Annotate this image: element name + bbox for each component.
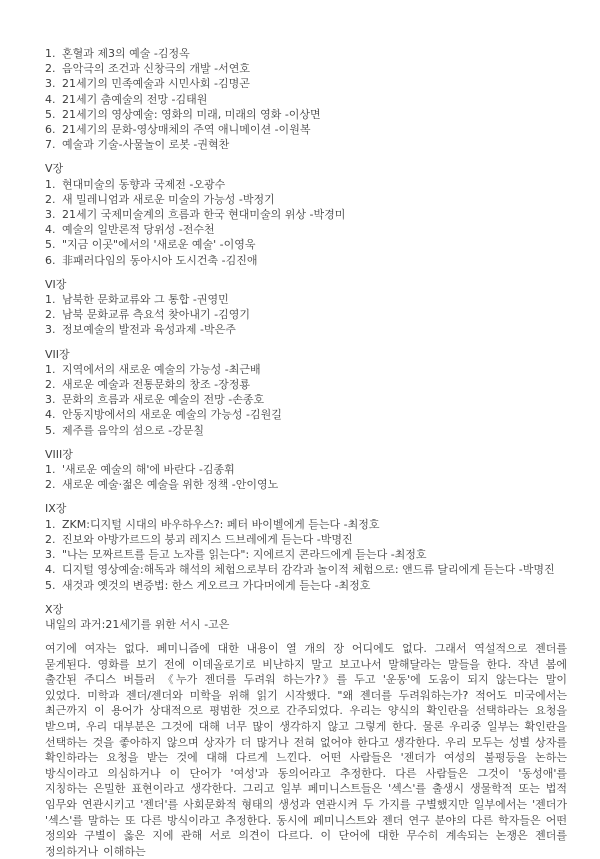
list-item <box>45 307 567 322</box>
list-item <box>45 377 567 392</box>
list-item-text: ZKM:디지털 시대의 바우하우스?: 페터 바이벨에게 듣는다 -최정호 <box>62 517 380 531</box>
body-paragraph: 여기에 여자는 없다. 페미니즘에 대한 내용이 열 개의 장 어디에도 없다. 그래서 역설적으로 젠더를 묻게된다. 영화를 보기 전에 이데올로기로 비난하지 말고 보고나서 말해달라는 말들을 한다. 작년 봄에 출간된 주디스 버틀러 《누가 젠더를 두려워 하는가?》를 두고 '운동'에 도움이 되지 않는다는 말이 있었다. 미학과 젠더/젠더와 미학을 위해 읽기 시작했다. "왜 젠더를 두려워하는가? 적어도 미국에서는 최근까지 이 용어가 상대적으로 평범한 것으로 간주되었다. 우리는 양식의 확인란을 선택하라는 요청을 받으며, 우리 대부분은 그것에 대해 너무 많이 생각하지 않고 그렇게 한다. 물론 우리중 일부는 확인란을 선택하는 것을 좋아하지 않으며 상자가 더 많거나 전혀 없어야 한다고 생각한다. 우리 모두는 성별 상자를 확인하라는 요청을 받는 것에 대해 다르게 느낀다. 어떤 사람들은 '젠더가 여성의 불평등을 논하는 방식이라고 의심하거나 이 단어가 '여성'과 동의어라고 추정한다. 다른 사람들은 그것이 '동성애'를 지칭하는 은밀한 표현이라고 생각한다. 그리고 일부 페미니스트들은 '섹스'를 출생시 생물학적 또는 법적 임무와 연관시키고 '젠더'를 사회문화적 형태의 생성과 연관시켜 두 가지를 구별했지만 일부에서는 '젠더가 '섹스'를 말하는 또 다른 방식이라고 추정한다. 동시에 페미니스트와 젠더 연구 분야의 다른 학자들은 어떤 정의와 구별이 옳은 지에 관해 서로 의견이 다르다. 이 단어에 대한 무수히 계속되는 논쟁은 젠더를 정의하거나 이해하는 <box>45 642 567 858</box>
list-item <box>45 462 567 477</box>
list-item-text: 非패러다임의 동아시아 도시건축 -김진애 <box>62 253 258 267</box>
list-item <box>45 61 567 76</box>
list-item-number: 1. <box>45 517 56 531</box>
list-item-text: 제주를 음악의 섬으로 -강문칠 <box>62 423 204 437</box>
list-item-number: 4. <box>45 92 56 106</box>
list-item <box>45 107 567 122</box>
list-item-text: 안동지방에서의 새로운 예술의 가능성 -김원길 <box>62 408 282 422</box>
chapter-heading: VI장 <box>45 277 67 291</box>
list-item <box>45 76 567 91</box>
list-item-text: 현대미술의 동향과 국제전 -오광수 <box>62 177 226 191</box>
list-item-text: 21세기 국제미술계의 흐름과 한국 현대미술의 위상 -박경미 <box>62 208 346 222</box>
list-item-text: 문화의 흐름과 새로운 예술의 전망 -손종호 <box>62 393 265 407</box>
list-item <box>45 532 567 547</box>
list-item-text: 지역에서의 새로운 예술의 가능성 -최근배 <box>62 362 261 376</box>
list-item-number: 3. <box>45 77 56 91</box>
list-item-text: 새것과 옛것의 변증법: 한스 게오르크 가다머에게 듣는다 -최정호 <box>62 578 371 592</box>
chapter-section-3 <box>45 347 567 438</box>
list-item <box>45 407 567 422</box>
list-item <box>45 46 567 61</box>
list-item-text: 21세기의 영상예술: 영화의 미래, 미래의 영화 -이상면 <box>62 107 321 121</box>
list-item-number: 7. <box>45 138 56 152</box>
chapter-heading: VII장 <box>45 347 70 361</box>
list-item-text: 새로운 예술·젊은 예술을 위한 정책 -안이영노 <box>62 478 279 492</box>
list-item-number: 5. <box>45 238 56 252</box>
list-item-text: 새로운 예술과 전통문화의 창조 -장정룡 <box>62 378 250 392</box>
list-item <box>45 137 567 152</box>
list-item-text: 예술과 기술-사물놀이 로봇 -권혁찬 <box>62 138 230 152</box>
list-item-number: 2. <box>45 378 56 392</box>
list-item-text: 음악극의 조건과 신창극의 개발 -서연호 <box>62 62 250 76</box>
list-item-number: 5. <box>45 423 56 437</box>
list-item-number: 2. <box>45 532 56 546</box>
list-item <box>45 517 567 532</box>
list-item-number: 6. <box>45 253 56 267</box>
list-item-text: 정보예술의 발전과 육성과제 -박은주 <box>62 323 236 337</box>
list-item <box>45 253 567 268</box>
chapter-section-6 <box>45 602 567 632</box>
list-item <box>45 177 567 192</box>
list-item-number: 5. <box>45 578 56 592</box>
list-item-text: "지금 이곳"에서의 '새로운 예술' -이영욱 <box>62 238 256 252</box>
chapter-section-4 <box>45 447 567 493</box>
list-item <box>45 192 567 207</box>
list-item-text: 예술의 일반론적 당위성 -전수천 <box>62 223 215 237</box>
list-item-text: 21세기의 민족예술과 시민사회 -김명곤 <box>62 77 250 91</box>
list-item-text: '새로운 예술의 해'에 바란다 -김종휘 <box>62 463 235 477</box>
list-item-number: 2. <box>45 62 56 76</box>
list-item-number: 1. <box>45 47 56 60</box>
list-item-number: 4. <box>45 563 56 577</box>
list-item-number: 2. <box>45 478 56 492</box>
list-item <box>45 222 567 237</box>
list-item-number: 3. <box>45 208 56 222</box>
list-item-number: 1. <box>45 463 56 477</box>
list-item-text: 혼혈과 제3의 예술 -김정옥 <box>62 47 190 60</box>
list-item-number: 3. <box>45 323 56 337</box>
list-item-text: 남북 문화교류 측요석 찾아내기 -김영기 <box>62 308 250 322</box>
list-item <box>45 423 567 438</box>
list-item-number: 2. <box>45 308 56 322</box>
list-item-text: 21세기 춤예술의 전망 -김태원 <box>62 92 208 106</box>
list-item-number: 5. <box>45 107 56 121</box>
list-item-text: 21세기의 문화-영상매체의 주역 애니메이션 -이원복 <box>62 123 311 137</box>
list-item-text: 진보와 아방가르드의 붕괴 레지스 드브레에게 듣는다 -박명진 <box>62 532 353 546</box>
list-item <box>45 547 567 562</box>
list-item <box>45 122 567 137</box>
chapter-section-1 <box>45 161 567 267</box>
list-item <box>45 477 567 492</box>
list-item <box>45 578 567 593</box>
list-item-number: 3. <box>45 393 56 407</box>
chapter-heading: V장 <box>45 162 64 176</box>
list-item-number: 1. <box>45 177 56 191</box>
document-body <box>45 46 567 859</box>
chapter-heading: IX장 <box>45 502 67 516</box>
list-item-number: 4. <box>45 408 56 422</box>
list-item <box>45 392 567 407</box>
list-item-number: 6. <box>45 123 56 137</box>
list-item <box>45 237 567 252</box>
list-item-number: 4. <box>45 223 56 237</box>
list-item <box>45 362 567 377</box>
list-item-text: 새 밀레니엄과 새로운 미술의 가능성 -박정기 <box>62 192 275 206</box>
list-item-text: "나는 모짜르트를 듣고 노자를 읽는다": 지에르지 콘라드에게 듣는다 -최정호 <box>62 548 427 562</box>
list-item-number: 1. <box>45 362 56 376</box>
list-item <box>45 92 567 107</box>
list-item <box>45 562 567 577</box>
chapter-heading: X장 <box>45 602 64 616</box>
chapter-section-0 <box>45 46 567 152</box>
chapter-section-2 <box>45 277 567 338</box>
list-item <box>45 207 567 222</box>
list-item-number: 3. <box>45 548 56 562</box>
chapter-subtitle: 내일의 과거:21세기를 위한 서시 -고은 <box>45 617 230 631</box>
chapter-section-5 <box>45 501 567 592</box>
list-item-text: 남북한 문화교류와 그 통합 -권영민 <box>62 293 229 307</box>
list-item-number: 1. <box>45 293 56 307</box>
list-item <box>45 292 567 307</box>
list-item-text: 디지털 영상예술:해독과 해석의 체험으로부터 감각과 놀이적 체험으로: 앤드류 달리에게 듣는다 -박명진 <box>62 563 555 577</box>
list-item-number: 2. <box>45 192 56 206</box>
list-item <box>45 322 567 337</box>
chapter-heading: VIII장 <box>45 447 73 461</box>
